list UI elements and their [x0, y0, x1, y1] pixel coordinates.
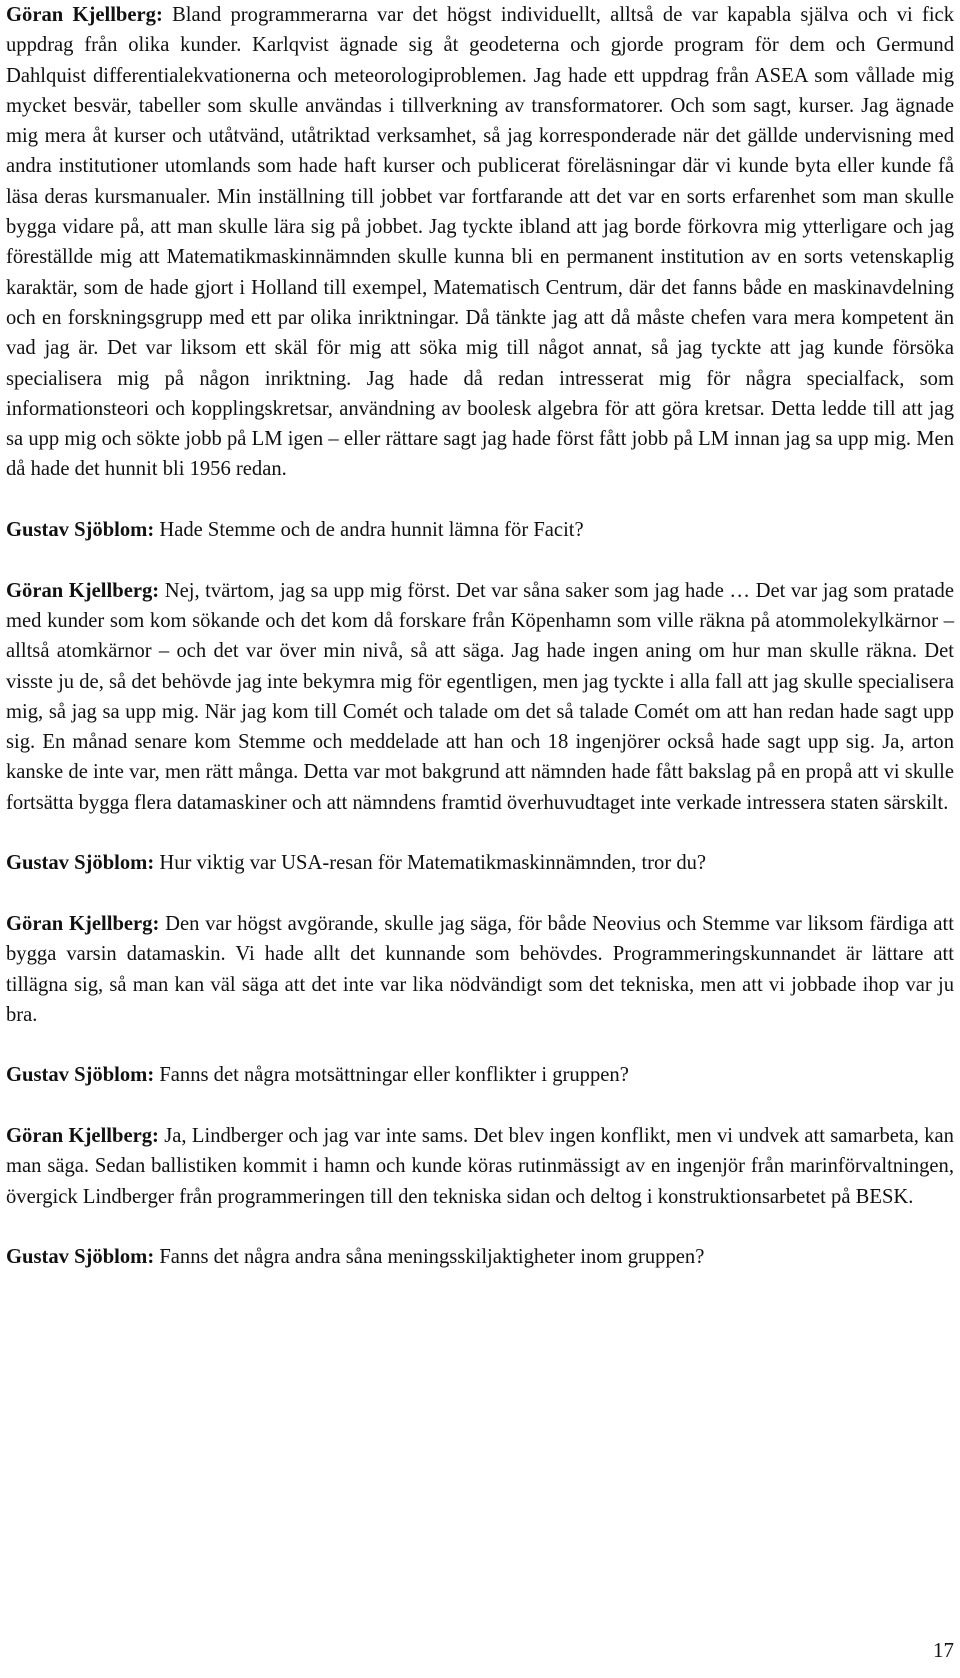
speaker-name: Gustav Sjöblom:: [6, 1064, 155, 1087]
interview-paragraph-5: [6, 909, 954, 1030]
document-page: [6, 0, 954, 1272]
interview-paragraph-2: [6, 515, 954, 545]
paragraph-text: Nej, tvärtom, jag sa upp mig först. Det var såna saker som jag hade … Det var jag som pratade med kunder som kom sökande och det kom då forskare från Köpenhamn som ville räkna på atommolekylkärnor – alltså atomkärnor – och det var över min nivå, så att säga. Jag hade ingen aning om hur man skulle räkna. Det visste ju de, så det behövde jag inte bekymra mig för egentligen, men jag tyckte i alla fall att jag skulle specialisera mig, så jag sa upp mig. När jag kom till Comét och talade om det så talade Comét om att han redan hade sagt upp sig. En månad senare kom Stemme och meddelade att han och 18 ingenjörer också hade sagt upp sig. Ja, arton kanske de inte var, men rätt många. Detta var mot bakgrund att nämnden hade fått bakslag på en propå att vi skulle fortsätta bygga flera datamaskiner och att nämndens framtid överhuvudtaget inte verkade intressera staten särskilt.: [6, 579, 954, 814]
paragraph-text: Den var högst avgörande, skulle jag säga, för både Neovius och Stemme var liksom färdiga att bygga varsin datamaskin. Vi hade allt det kunnande som behövdes. Programmeringskunnandet är lättare att tillägna sig, så man kan väl säga att det inte var lika nödvändigt som det tekniska, men att vi jobbade ihop var ju bra.: [6, 912, 954, 1026]
interview-paragraph-7: [6, 1121, 954, 1212]
paragraph-text: Fanns det några andra såna meningsskiljaktigheter inom gruppen?: [154, 1246, 705, 1269]
speaker-name: Gustav Sjöblom:: [6, 519, 155, 542]
speaker-name: Göran Kjellberg:: [6, 1124, 159, 1147]
interview-paragraph-3: [6, 576, 954, 818]
paragraph-text: Bland programmerarna var det högst individuellt, alltså de var kapabla själva och vi fick uppdrag från olika kunder. Karlqvist ägnade sig åt geodeterna och gjorde program för dem och Germund Dahlquist differentialekvationerna och meteorologiproblemen. Jag hade ett uppdrag från ASEA som vållade mig mycket besvär, tabeller som skulle användas i tillverkning av transformatorer. Och som sagt, kurser. Jag ägnade mig mera åt kurser och utåtvänd, utåtriktad verksamhet, så jag korresponderade när det gällde undervisning med andra institutioner utomlands som hade haft kurser och publicerat föreläsningar där vi kunde byta eller kunde få läsa deras kursmanualer. Min inställning till jobbet var fortfarande att det var en sorts erfarenhet som man skulle bygga vidare på, att man skulle lära sig på jobbet. Jag tyckte ibland att jag borde förkovra mig ytterligare och jag föreställde mig att Matematikmaskinnämnden skulle kunna bli en permanent institution av en sorts vetenskaplig karaktär, som de hade gjort i Holland till exempel, Matematisch Centrum, där det fanns både en maskinavdelning och en forskningsgrupp med ett par olika inriktningar. Då tänkte jag att då måste chefen vara mera kompetent än vad jag är. Det var liksom ett skäl för mig att söka mig till något annat, så jag tyckte att jag kunde försöka specialisera mig på någon inriktning. Jag hade då redan intresserat mig för några specialfack, som informationsteori och kopplingskretsar, användning av boolesk algebra för att göra kretsar. Detta ledde till att jag sa upp mig och sökte jobb på LM igen – eller rättare sagt jag hade först fått jobb på LM innan jag sa upp mig. Men då hade det hunnit bli 1956 redan.: [6, 4, 954, 481]
speaker-name: Göran Kjellberg:: [6, 4, 163, 26]
paragraph-text: Hur viktig var USA-resan för Matematikmaskinnämnden, tror du?: [154, 852, 707, 875]
speaker-name: Gustav Sjöblom:: [6, 1246, 155, 1269]
paragraph-text: Fanns det några motsättningar eller konflikter i gruppen?: [154, 1064, 629, 1087]
speaker-name: Göran Kjellberg:: [6, 912, 160, 935]
interview-paragraph-1: [6, 0, 954, 485]
page-number: 17: [933, 1638, 954, 1662]
speaker-name: Gustav Sjöblom:: [6, 852, 155, 875]
interview-paragraph-4: [6, 848, 954, 878]
interview-paragraph-8: [6, 1242, 954, 1272]
paragraph-text: Hade Stemme och de andra hunnit lämna för Facit?: [154, 519, 584, 542]
speaker-name: Göran Kjellberg:: [6, 579, 160, 602]
interview-paragraph-6: [6, 1060, 954, 1090]
paragraph-text: Ja, Lindberger och jag var inte sams. Det blev ingen konflikt, men vi undvek att samarbeta, kan man säga. Sedan ballistiken kommit i hamn och kunde köras rutinmässigt av en ingenjör från marinförvaltningen, övergick Lindberger från programmeringen till den tekniska sidan och deltog i konstruktionsarbetet på BESK.: [6, 1124, 954, 1208]
